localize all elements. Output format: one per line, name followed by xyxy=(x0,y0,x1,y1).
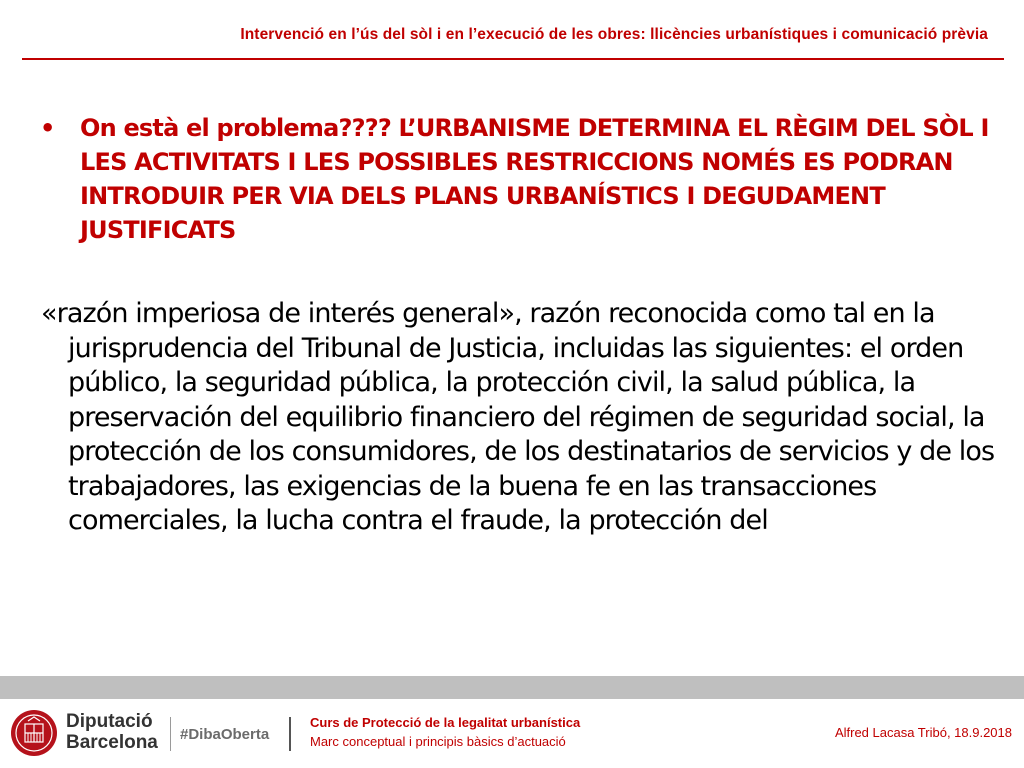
bullet-marker: • xyxy=(40,114,55,142)
header-divider xyxy=(22,58,1004,60)
body-paragraph: «razón imperiosa de interés general», razón reconocida como tal en la jurisprudencia del Tribunal de Justicia, incluidas las siguientes: el orden público, la seguridad pública, la protección civil, la salud pública, la preservación del equilibrio financiero del régimen de seguridad social, la protección de los consumidores, de los destinatarios de servicios y de los trabajadores, las exigencias de la buena fe en las transacciones comerciales, la lucha contra el fraude, la protección del xyxy=(41,298,995,536)
bullet-item xyxy=(40,111,1000,247)
footer xyxy=(0,699,1024,768)
logo-divider xyxy=(170,717,171,751)
course-divider xyxy=(289,717,291,751)
org-name-line1: Diputació xyxy=(66,711,153,732)
bullet-text: On està el problema???? L’URBANISME DETERMINA EL RÈGIM DEL SÒL I LES ACTIVITATS I LES POSSIBLES RESTRICCIONS NOMÉS ES PODRAN INTRODUIR PER VIA DELS PLANS URBANÍSTICS I DEGUDAMENT JUSTIFICATS xyxy=(80,114,989,244)
hashtag-label: #DibaOberta xyxy=(180,726,270,743)
organization-name xyxy=(66,711,158,753)
footer-band xyxy=(0,676,1024,699)
course-subtitle: Marc conceptual i principis bàsics d’actuació xyxy=(310,734,566,749)
diputacio-seal-icon xyxy=(10,709,58,757)
page-title: Intervenció en l’ús del sòl i en l’execució de les obres: llicències urbanístiques i comunicació prèvia xyxy=(240,26,988,43)
course-title: Curs de Protecció de la legalitat urbanística xyxy=(310,715,581,730)
author-date: Alfred Lacasa Tribó, 18.9.2018 xyxy=(834,725,1012,740)
org-name-line2: Barcelona xyxy=(66,732,158,753)
